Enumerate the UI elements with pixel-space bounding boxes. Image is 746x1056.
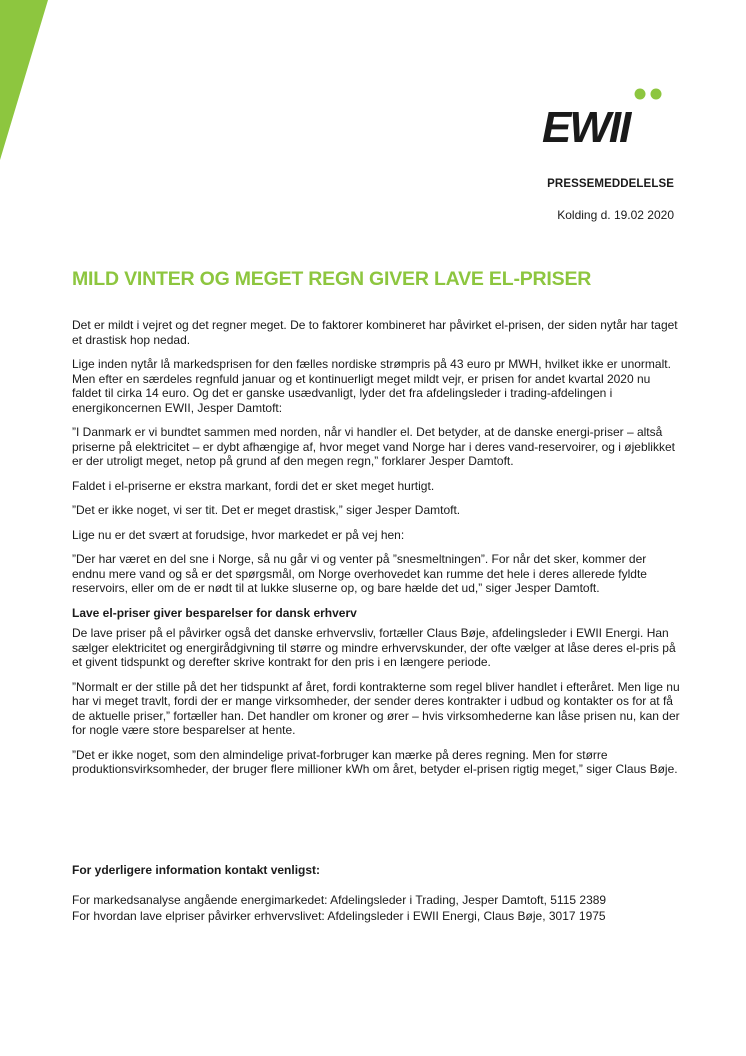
paragraph: ”Det er ikke noget, vi ser tit. Det er meget drastisk,” siger Jesper Damtoft. [72,503,461,517]
paragraph: ”Det er ikke noget, som den almindelige privat-forbruger kan mærke på deres regning. Men for større produktionsvirksomheder, der bruger flere millioner kWh om året, betyder el-prisen rigtig meget,” siger Claus Bøje. [72,747,678,776]
corner-accent-shape [0,0,48,160]
logo-dot-left [635,89,646,100]
paragraph: ”Normalt er der stille på det her tidspunkt af året, fordi kontrakterne som regel bliver handlet i efteråret. Men lige nu har vi meget travlt, fordi der er mange virksomheder, der sender deres kontrakter i udbud og kontakter os for at få de aktuelle priser,” fortæller han. Det handler om kroner og ører – hvis virksomhederne kan låse prisen nu, kan der for nogle være store besparelser at hente. [72,679,680,737]
contact-heading: For yderligere information kontakt venligst: [72,863,321,877]
ewii-logo [540,86,666,146]
section-subheading: Lave el-priser giver besparelser for dansk erhverv [72,605,357,620]
corner-accent-stripe [0,0,48,160]
contact-line-business-impact: For hvordan lave elpriser påvirker erhvervslivet: Afdelingsleder i EWII Energi, Claus Bøje, 3017 1975 [72,909,606,923]
paragraph: ”I Danmark er vi bundtet sammen med norden, når vi handler el. Det betyder, at de danske energi-priser – altså priserne på elektricitet – er dybt afhængige af, hvor meget vand Norge har i deres vand-reservoirer, og i øjeblikket er der utroligt meget, netop på grund af den megen regn,” forklarer Jesper Damtoft. [72,425,675,468]
contact-section [72,862,682,924]
paragraph: Lige nu er det svært at forudsige, hvor markedet er på vej hen: [72,527,405,542]
document-type-label: PRESSEMEDDELELSE [547,178,674,190]
paragraph: Faldet i el-priserne er ekstra markant, fordi det er sket meget hurtigt. [72,478,435,493]
paragraph: ”Der har været en del sne i Norge, så nu går vi og venter på ”snesmeltningen”. For når det sker, kommer der endnu mere vand og så er det spørgsmål, om Norge overhovedet kan rumme det hele i deres allerede fyldte reservoirs, eller om de er nødt til at lukke sluserne op, og bare hælde det ud,” siger Jesper Damtoft. [72,552,647,595]
page-title: MILD VINTER OG MEGET REGN GIVER LAVE EL-PRISER [72,268,592,290]
document-date: Kolding d. 19.02 2020 [557,208,674,222]
press-release-body [72,318,682,787]
paragraph: Det er mildt i vejret og det regner meget. De to faktorer kombineret har påvirket el-prisen, der siden nytår har taget et drastisk hop nedad. [72,318,678,347]
logo-dot-right [651,89,662,100]
paragraph: De lave priser på el påvirker også det danske erhvervsliv, fortæller Claus Bøje, afdelingsleder i EWII Energi. Han sælger elektricitet og energirådgivning til større og mindre erhvervskunder, der ofte vælger at låse deres el-pris på et givent tidspunkt og derefter skrive kontrakt for den pris i en længere periode. [72,626,676,669]
logo-wordmark: EWII [542,103,630,146]
contact-line-market-analysis: For markedsanalyse angående energimarkedet: Afdelingsleder i Trading, Jesper Damtoft, 5115 2389 [72,893,607,907]
paragraph: Lige inden nytår lå markedsprisen for den fælles nordiske strømpris på 43 euro pr MWH, hvilket ikke er unormalt. Men efter en særdeles regnfuld januar og et kontinuerligt meget mildt vejr, er prisen for andet kvartal 2020 nu faldet til cirka 14 euro. Og det er ganske usædvanligt, lyder det fra afdelingsleder i trading-afdelingen i energikoncernen EWII, Jesper Damtoft: [72,357,671,415]
